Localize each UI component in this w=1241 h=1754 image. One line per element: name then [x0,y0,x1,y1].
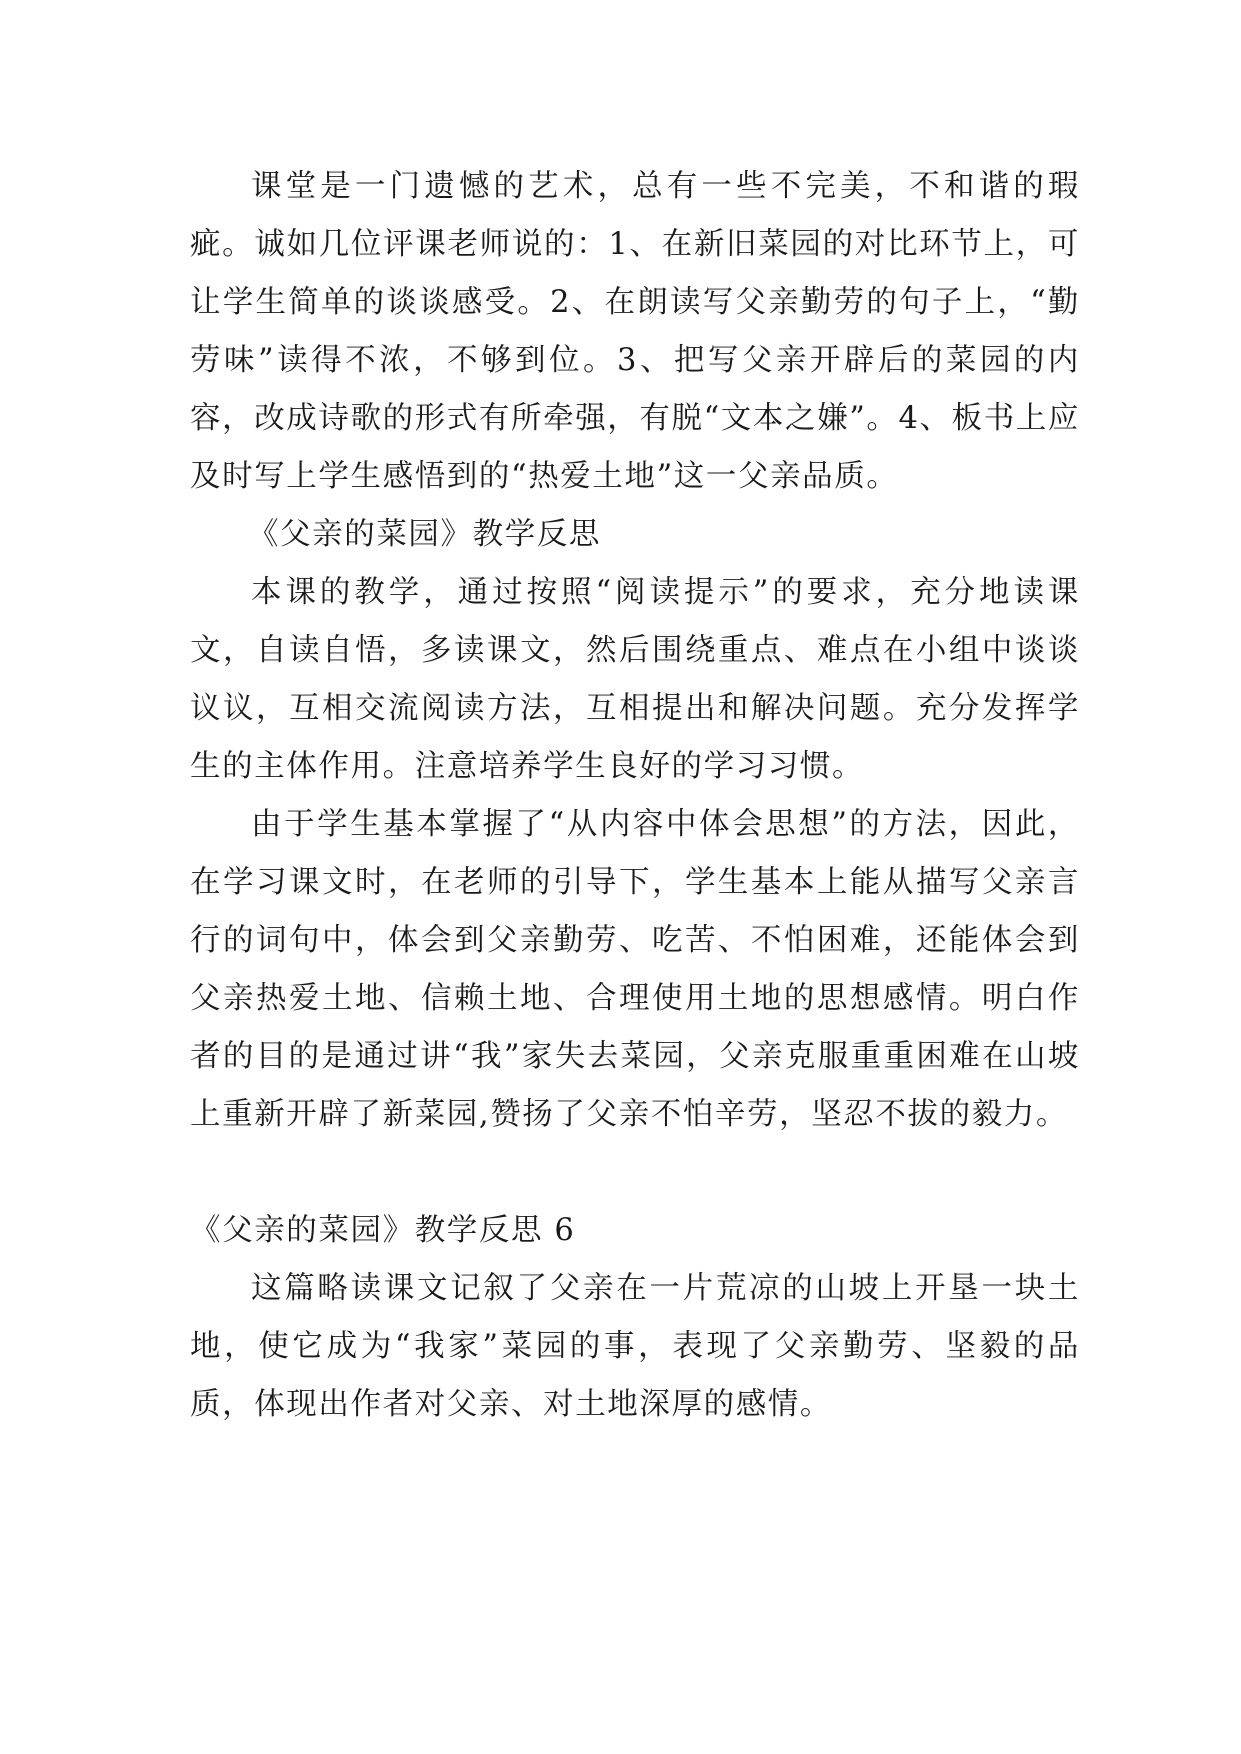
paragraph-classroom-regrets: 课堂是一门遗憾的艺术，总有一些不完美，不和谐的瑕疵。诚如几位评课老师说的：1、在新旧菜园的对比环节上，可让学生简单的谈谈感受。2、在朗读写父亲勤劳的句子上，“勤劳味”读得不浓，不够到位。3、把写父亲开辟后的菜园的内容，改成诗歌的形式有所牵强，有脱“文本之嫌”。4、板书上应及时写上学生感悟到的“热爱土地”这一父亲品质。 [190,169,1080,494]
document-body [190,158,1080,1434]
paragraph-lesson-approach: 本课的教学，通过按照“阅读提示”的要求，充分地读课文，自读自悟，多读课文，然后围绕重点、难点在小组中谈谈议议，互相交流阅读方法，互相提出和解决问题。充分发挥学生的主体作用。注意培养学生良好的学习习惯。 [190,575,1080,784]
paragraph-text-summary: 这篇略读课文记叙了父亲在一片荒凉的山坡上开垦一块土地，使它成为“我家”菜园的事，表现了父亲勤劳、坚毅的品质，体现出作者对父亲、对土地深厚的感情。 [190,1271,1080,1422]
section-title-teaching-reflection-6: 《父亲的菜园》教学反思 6 [190,1213,576,1248]
section-spacer [190,1144,1080,1202]
section-title-teaching-reflection: 《父亲的菜园》教学反思 [247,517,602,552]
paragraph-student-understanding: 由于学生基本掌握了“从内容中体会思想”的方法，因此，在学习课文时，在老师的引导下，学生基本上能从描写父亲言行的词句中，体会到父亲勤劳、吃苦、不怕困难，还能体会到父亲热爱土地、信赖土地、合理使用土地的思想感情。明白作者的目的是通过讲“我”家失去菜园，父亲克服重重困难在山坡上重新开辟了新菜园,赞扬了父亲不怕辛劳，坚忍不拔的毅力。 [190,807,1080,1132]
